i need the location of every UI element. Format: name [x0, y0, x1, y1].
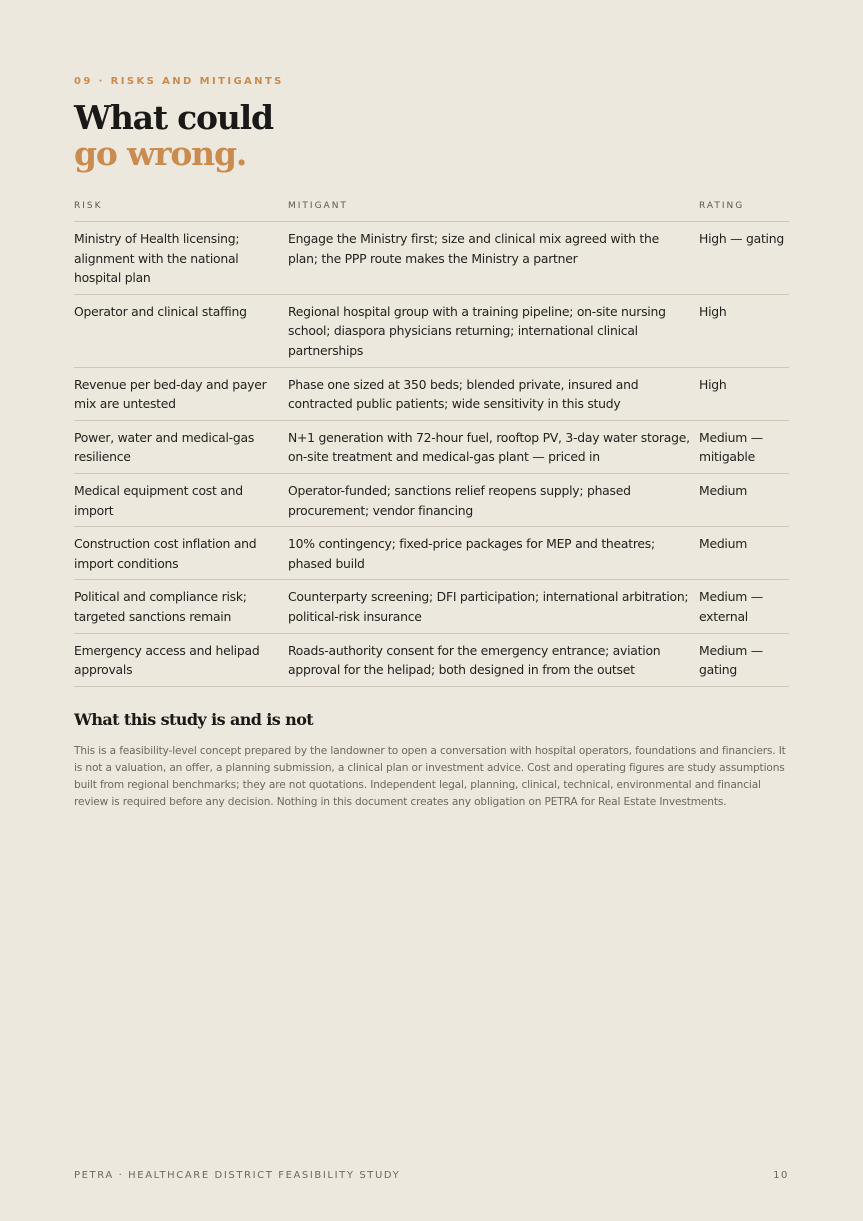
mitigant-cell: 10% contingency; fixed-price packages for MEP and theatres; phased build [288, 536, 655, 571]
mitigant-cell: Phase one sized at 350 beds; blended private, insured and contracted public patients; wide sensitivity in this study [288, 376, 639, 412]
table-row [74, 222, 789, 295]
rating-cell: Medium [699, 536, 748, 552]
risk-cell: Emergency access and helipad approvals [74, 642, 260, 678]
risk-table [74, 199, 789, 687]
table-row [74, 527, 789, 580]
mitigant-cell: Counterparty screening; DFI participation; international arbitration; political-risk insurance [288, 589, 689, 624]
risk-cell: Construction cost inflation and import conditions [74, 536, 257, 571]
page-title [74, 100, 273, 172]
title-line-2: go wrong. [74, 134, 247, 173]
rating-cell: High — gating [699, 231, 784, 246]
mitigant-cell: Operator-funded; sanctions relief reopens supply; phased procurement; vendor financing [288, 482, 631, 518]
page-footer [74, 1170, 789, 1181]
table-row [74, 580, 789, 633]
rating-cell: Medium — external [699, 589, 763, 624]
rating-cell: Medium [699, 482, 748, 498]
table-row [74, 634, 789, 687]
disclaimer-heading: What this study is and is not [74, 710, 314, 729]
rating-cell: Medium — gating [699, 642, 763, 678]
mitigant-cell: N+1 generation with 72-hour fuel, rooftop PV, 3-day water storage, on-site treatment and medical-gas plant — priced in [288, 429, 690, 465]
rating-cell: Medium — mitigable [699, 429, 763, 465]
rating-cell: High [699, 303, 727, 319]
table-row [74, 295, 789, 368]
mitigant-cell: Regional hospital group with a training pipeline; on-site nursing school; diaspora physicians returning; international clinical partnerships [288, 303, 666, 358]
page-number: 10 [773, 1170, 789, 1181]
risk-cell: Power, water and medical-gas resilience [74, 429, 255, 465]
risk-cell: Operator and clinical staffing [74, 303, 247, 319]
header-rating: RATING [699, 201, 745, 211]
mitigant-cell: Engage the Ministry first; size and clinical mix agreed with the plan; the PPP route makes the Ministry a partner [288, 231, 659, 266]
section-eyebrow: 09 · RISKS AND MITIGANTS [74, 76, 284, 87]
table-row [74, 474, 789, 527]
disclaimer-text: This is a feasibility-level concept prepared by the landowner to open a conversation with hospital operators, foundations and financiers. It is not a valuation, an offer, a planning submission, a clinical plan or investment advice. Cost and operating figures are study assumptions built from regional benchmarks; they are not quotations. Independent legal, planning, clinical, technical, environmental and financial review is required before any decision. Nothing in this document creates any obligation on PETRA for Real Estate Investments. [74, 745, 786, 808]
title-line-1: What could [74, 98, 273, 137]
table-row [74, 421, 789, 474]
risk-cell: Revenue per bed-day and payer mix are untested [74, 376, 267, 412]
mitigant-cell: Roads-authority consent for the emergency entrance; aviation approval for the helipad; both designed in from the outset [288, 642, 661, 678]
table-header [74, 199, 789, 222]
footer-title: PETRA · HEALTHCARE DISTRICT FEASIBILITY STUDY [74, 1170, 401, 1181]
table-row [74, 368, 789, 421]
header-mitigant: MITIGANT [288, 201, 348, 211]
risk-cell: Political and compliance risk; targeted sanctions remain [74, 589, 247, 624]
header-risk: RISK [74, 201, 103, 211]
rating-cell: High [699, 376, 727, 392]
risk-cell: Medical equipment cost and import [74, 482, 243, 518]
risk-cell: Ministry of Health licensing; alignment with the national hospital plan [74, 231, 240, 286]
